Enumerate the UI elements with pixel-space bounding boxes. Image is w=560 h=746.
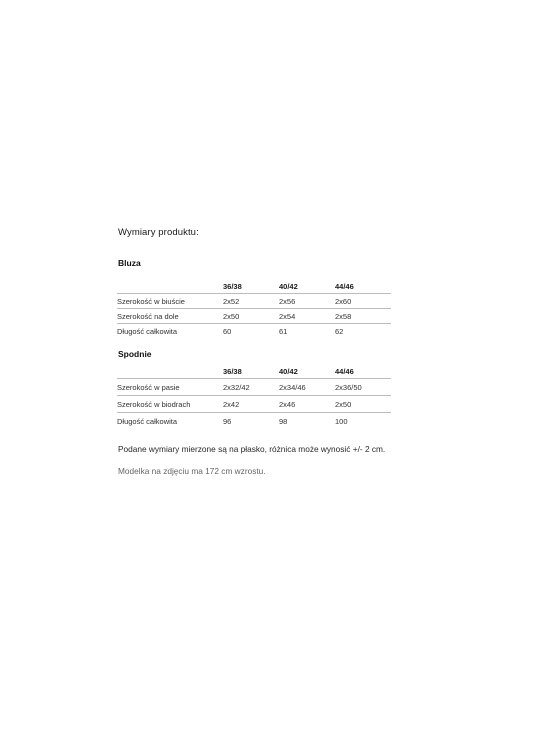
table-row bbox=[117, 324, 391, 339]
cell-value: 60 bbox=[223, 324, 279, 339]
cell-value: 2x52 bbox=[223, 294, 279, 309]
size-header: 40/42 bbox=[279, 366, 298, 376]
row-label: Szerokość w pasie bbox=[117, 379, 223, 396]
cell-value: 98 bbox=[279, 413, 335, 430]
cell-value: 2x58 bbox=[335, 309, 391, 324]
cell-value: 2x34/46 bbox=[279, 379, 335, 396]
bluza-size-table bbox=[117, 279, 391, 338]
header-empty-cell bbox=[117, 364, 223, 379]
row-label: Długość całkowita bbox=[117, 324, 223, 339]
row-label: Szerokość na dole bbox=[117, 309, 223, 324]
spodnie-size-table bbox=[117, 364, 391, 429]
row-label: Szerokość w biuście bbox=[117, 294, 223, 309]
cell-value: 62 bbox=[335, 324, 391, 339]
size-header: 40/42 bbox=[279, 281, 298, 291]
table-row bbox=[117, 294, 391, 309]
cell-value: 2x42 bbox=[223, 396, 279, 413]
row-label: Długość całkowita bbox=[117, 413, 223, 430]
spodnie-section-title: Spodnie bbox=[118, 349, 152, 359]
cell-value: 2x32/42 bbox=[223, 379, 279, 396]
size-header: 36/38 bbox=[223, 281, 242, 291]
cell-value: 2x54 bbox=[279, 309, 335, 324]
table-row bbox=[117, 413, 391, 430]
table-row bbox=[117, 379, 391, 396]
cell-value: 96 bbox=[223, 413, 279, 430]
cell-value: 61 bbox=[279, 324, 335, 339]
cell-value: 2x60 bbox=[335, 294, 391, 309]
cell-value: 100 bbox=[335, 413, 391, 430]
cell-value: 2x50 bbox=[335, 396, 391, 413]
cell-value: 2x56 bbox=[279, 294, 335, 309]
row-label: Szerokość w biodrach bbox=[117, 396, 223, 413]
size-header: 44/46 bbox=[335, 281, 354, 291]
table-header-row bbox=[117, 279, 391, 294]
size-header: 44/46 bbox=[335, 366, 354, 376]
size-header: 36/38 bbox=[223, 366, 242, 376]
bluza-section-title: Bluza bbox=[118, 258, 141, 268]
header-empty-cell bbox=[117, 279, 223, 294]
table-header-row bbox=[117, 364, 391, 379]
cell-value: 2x46 bbox=[279, 396, 335, 413]
cell-value: 2x50 bbox=[223, 309, 279, 324]
model-height-note: Modelka na zdjęciu ma 172 cm wzrostu. bbox=[118, 466, 266, 476]
table-row bbox=[117, 309, 391, 324]
measurement-note: Podane wymiary mierzone są na płasko, różnica może wynosić +/- 2 cm. bbox=[118, 444, 386, 454]
product-dimensions-heading: Wymiary produktu: bbox=[118, 227, 199, 238]
table-row bbox=[117, 396, 391, 413]
cell-value: 2x36/50 bbox=[335, 379, 391, 396]
